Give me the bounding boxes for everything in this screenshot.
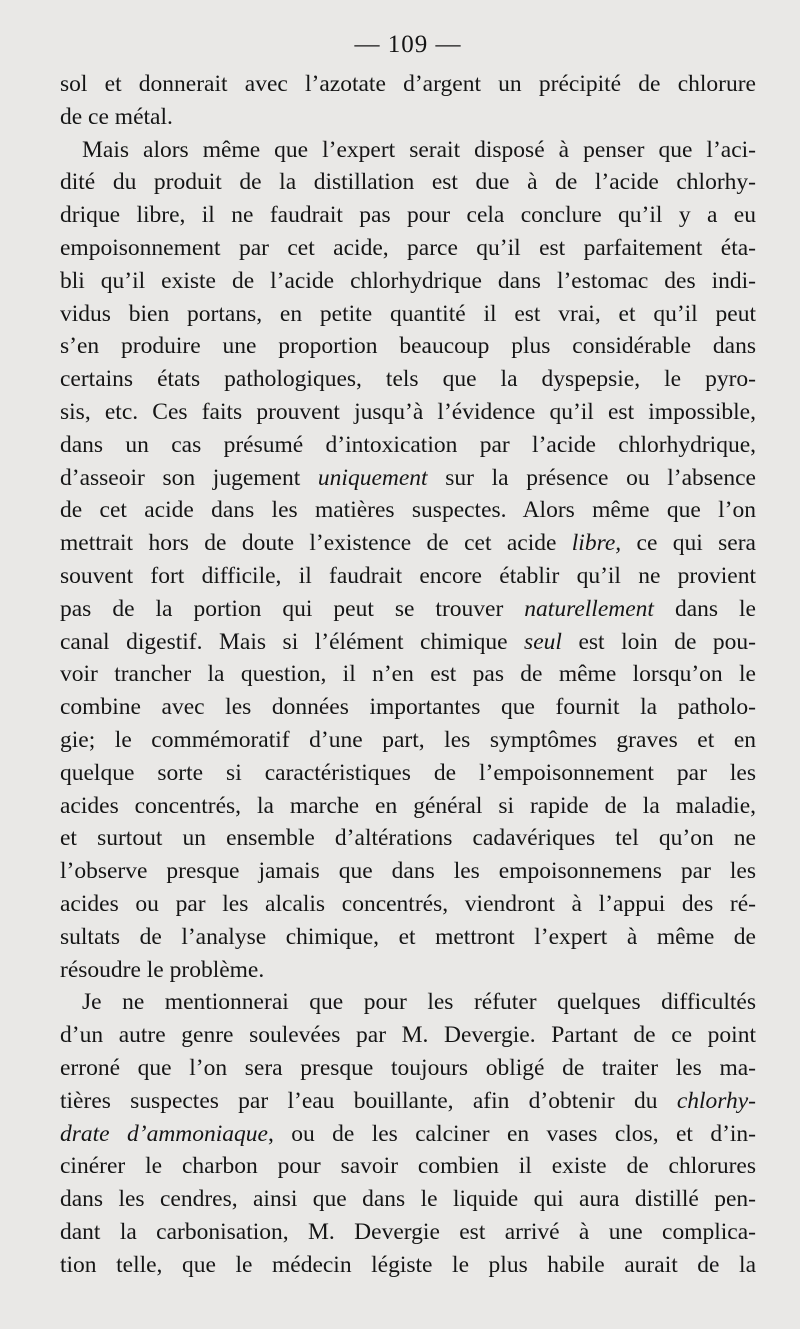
text-segment: certains états pathologiques, tels que la dyspepsie, le pyro- <box>60 366 756 393</box>
text-segment: dans un cas présumé d’intoxication par l’acide chlorhydrique, <box>60 431 756 458</box>
body-text <box>60 68 756 1281</box>
text-segment: mettrait hors de doute l’existence de cet acide <box>60 530 572 557</box>
italic-text: libre, <box>571 530 622 557</box>
text-segment: sol et donnerait avec l’azotate d’argent un précipité de chlorure <box>60 71 756 97</box>
text-segment: Mais alors même que l’expert serait disposé à penser que l’aci- <box>82 136 756 163</box>
text-line <box>60 462 756 495</box>
text-line <box>60 1118 756 1151</box>
text-line <box>60 134 756 167</box>
text-segment: de ce métal. <box>60 103 173 130</box>
text-line <box>60 691 756 724</box>
text-line <box>60 790 756 823</box>
text-segment: résoudre le problème. <box>60 956 265 983</box>
text-line <box>60 822 756 855</box>
text-line <box>60 494 756 527</box>
text-segment: d’asseoir son jugement <box>60 464 318 491</box>
text-segment: pas de la portion qui peut se trouver <box>60 595 525 622</box>
text-segment: sis, etc. Ces faits prouvent jusqu’à l’évidence qu’il est impossible, <box>60 398 756 425</box>
text-line <box>60 626 756 659</box>
text-line <box>60 166 756 199</box>
text-segment: canal digestif. Mais si l’élément chimique <box>60 628 525 655</box>
text-segment: drique libre, il ne faudrait pas pour cela conclure qu’il y a eu <box>60 202 756 229</box>
text-segment: ce qui sera <box>621 530 756 557</box>
text-line <box>60 954 756 987</box>
text-segment: l’observe presque jamais que dans les empoisonnemens par les <box>60 858 756 885</box>
text-segment: d’un autre genre soulevées par M. Devergie. Partant de ce point <box>60 1022 756 1049</box>
text-segment: vidus bien portans, en petite quantité il est vrai, et qu’il peut <box>60 300 756 327</box>
text-segment: est loin de pou- <box>561 628 756 655</box>
text-line <box>60 265 756 298</box>
text-segment: dant la carbonisation, M. Devergie est arrivé à une complica- <box>60 1218 756 1245</box>
text-segment: tières suspectes par l’eau bouillante, afin d’obtenir du <box>60 1087 677 1114</box>
text-segment: bli qu’il existe de l’acide chlorhydrique dans l’estomac des indi- <box>60 267 756 294</box>
page-number: — 109 — <box>354 31 462 58</box>
text-line <box>60 527 756 560</box>
text-segment: acides concentrés, la marche en général si rapide de la maladie, <box>60 792 756 819</box>
text-segment: s’en produire une proportion beaucoup plus considérable dans <box>60 333 756 360</box>
text-segment: , ou de les calciner en vases clos, et d’in- <box>267 1120 756 1147</box>
text-line <box>60 68 756 101</box>
text-line <box>60 1216 756 1249</box>
italic-text: chlorhy- <box>676 1087 756 1114</box>
text-line <box>60 855 756 888</box>
text-segment: empoisonnement par cet acide, parce qu’il est parfaitement éta- <box>60 234 756 261</box>
text-line <box>60 888 756 921</box>
text-line <box>60 757 756 790</box>
text-line <box>60 1249 756 1282</box>
text-line <box>60 363 756 396</box>
italic-text: drate d’ammoniaque <box>60 1120 268 1147</box>
text-segment: combine avec les données importantes que fournit la patholo- <box>60 694 756 721</box>
italic-text: naturellement <box>524 595 654 622</box>
text-line <box>60 1019 756 1052</box>
text-line <box>60 658 756 691</box>
text-segment: dans les cendres, ainsi que dans le liquide qui aura distillé pen- <box>60 1186 756 1213</box>
text-line <box>60 1052 756 1085</box>
text-line <box>60 429 756 462</box>
text-segment: souvent fort difficile, il faudrait encore établir qu’il ne provient <box>60 562 756 589</box>
text-line <box>60 1085 756 1118</box>
text-line <box>60 1150 756 1183</box>
text-line <box>60 232 756 265</box>
text-segment: voir trancher la question, il n’en est pas de même lorsqu’on le <box>60 661 756 688</box>
text-segment: erroné que l’on sera presque toujours obligé de traiter les ma- <box>60 1054 756 1081</box>
text-segment: quelque sorte si caractéristiques de l’empoisonnement par les <box>60 759 756 786</box>
text-segment: sultats de l’analyse chimique, et mettront l’expert à même de <box>60 923 756 950</box>
text-segment: de cet acide dans les matières suspectes. Alors même que l’on <box>60 497 756 524</box>
text-segment: sur la présence ou l’absence <box>427 464 756 491</box>
text-line <box>60 560 756 593</box>
text-segment: tion telle, que le médecin légiste le plus habile aurait de la <box>60 1251 756 1278</box>
text-line <box>60 199 756 232</box>
text-line <box>60 593 756 626</box>
text-line <box>60 396 756 429</box>
text-line <box>60 724 756 757</box>
text-segment: gie; le commémoratif d’une part, les symptômes graves et en <box>60 726 756 753</box>
text-line <box>60 921 756 954</box>
text-segment: acides ou par les alcalis concentrés, viendront à l’appui des ré- <box>60 890 756 917</box>
text-segment: dans le <box>653 595 756 622</box>
italic-text: seul <box>524 628 562 655</box>
text-line <box>60 1183 756 1216</box>
text-segment: dité du produit de la distillation est due à de l’acide chlorhy- <box>60 169 756 196</box>
text-line <box>60 330 756 363</box>
text-line <box>60 101 756 134</box>
text-line <box>60 298 756 331</box>
italic-text: uniquement <box>317 464 428 491</box>
text-segment: et surtout un ensemble d’altérations cadavériques tel qu’on ne <box>60 825 756 852</box>
text-segment: Je ne mentionnerai que pour les réfuter quelques difficultés <box>82 989 756 1016</box>
text-line <box>60 986 756 1019</box>
text-segment: cinérer le charbon pour savoir combien il existe de chlorures <box>60 1153 756 1180</box>
